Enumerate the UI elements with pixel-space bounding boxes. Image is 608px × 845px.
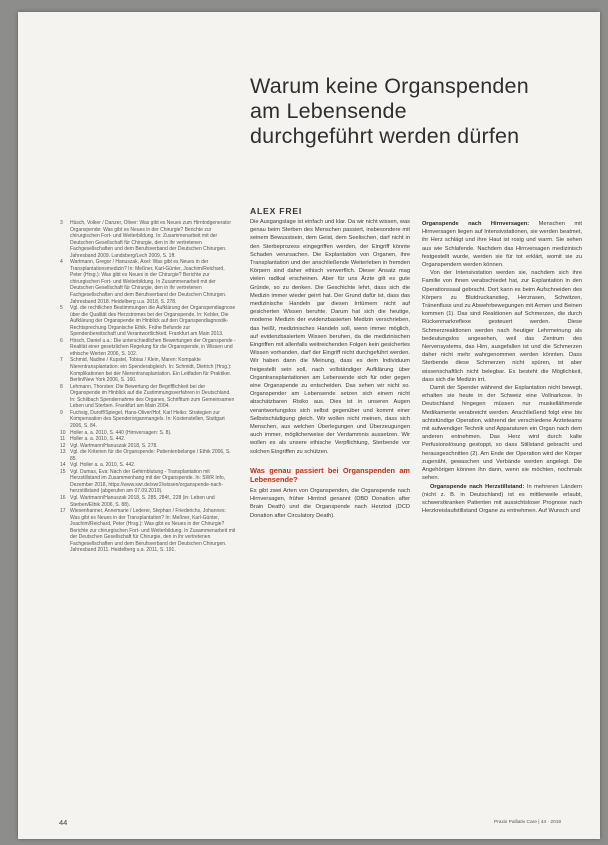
footnote-text: Vgl. Holler a. a. 2010, S. 442. bbox=[70, 462, 136, 469]
footnote-text: Vgl. Dumas, Eva: Nach der Gehirnblutung - Transplantation mit Herzstillstand im Zusammenhang mit der Organspende. In: SWR Info, Dezember 2018, https://www.swr.de/swr2/wissen/organspende-nach-herzstillstand (abgerufen am 07.09.2019). bbox=[70, 468, 226, 495]
footnote-number: 16 bbox=[60, 494, 66, 501]
footnote-text: Vgl. die rechtlichen Bestimmungen die Aufklärung der Organspendiagnose über die Qualität des Herzstromes bei der Organspende. In: Kebler, Die Aufklärung der Organspende im Hinblick auf den Organspendiagnostik-Rechtsprechung Organische Ethik. Frühe Befunde zur Spendenbereitschaft und Verantwortlichkeit. Frankfurt am Main 2013. bbox=[70, 305, 236, 338]
footnotes-list bbox=[60, 220, 236, 554]
footnote-text: Wiesenhanner, Annemarie / Lederer, Stephan / Friederichs, Johannes: Was gibt es Neues in der Transplantation? In: Meßner, Karl-Günter, Joachim/Reichard, Peter (Hrsg.): Was gibt es Neues in der Chirurgie? Berichte zur chirurgischen Fort- und Weiterbildung. In Zusammenarbeit mit der Deutschen Gesellschaft für Chirurgie, den in ihr vertretenen Fachgesellschaften und dem Berufsverband der Deutschen Chirurgen. Jahresband 2011. Heidelberg u.a. 2011, S. 191. bbox=[70, 508, 236, 554]
body-paragraph: Damit der Spender während der Explantation nicht bewegt, erhalten sie heute in der Schweiz eine Vollnarkose. In Deutschland hingegen müssen nur muskellähmende Medikamente verabreicht werden. Anschließend folgt eine bis achtstündige Operation, während der verschiedene Ärzteteams mit aufwendiger Technik und Apparaturen ein Organ nach dem anderen entnehmen. Das Herz wird durch kalte Perfusionslösung gestoppt, so dass Stillstand gebracht und herausgeschnitten (2). Am Ende der Operation wird der Körper zugenäht, gewaschen und Verbände werden angelegt. Die Angehörigen können ihn dann, wenn sie möchten, nochmals sehen. bbox=[422, 385, 582, 482]
title-line: durchgeführt werden dürfen bbox=[250, 124, 520, 148]
footnote-text: Holler a. a. 2010, S. 442. bbox=[70, 436, 126, 443]
footnote-item bbox=[60, 305, 236, 338]
body-column-right bbox=[422, 220, 582, 515]
footnote-item bbox=[60, 508, 236, 554]
subheading: Organspende nach Hirnversagen: bbox=[422, 221, 530, 227]
footnote-text: Lehmann, Thorsten: Die Bewertung der Begrifflichkeit bei der Organspende im Hinblick auf die Zustimmungsverfahren in Deutschland. In: Schilbach Spendernahme des Organes, Schrifttum zum Gemeinsamen Leben und Sterben. Frankfurt am Main 2004. bbox=[70, 383, 235, 410]
body-column-left bbox=[250, 218, 410, 520]
footnote-number: 3 bbox=[60, 220, 63, 226]
body-paragraph bbox=[422, 483, 582, 516]
subheading: Organspende nach Herzstillstand: bbox=[430, 483, 525, 490]
body-paragraph: Von der Intensivstation werden sie, nachdem sich ihre Familie von ihnen verabschiedet hat, zur Explantation in den Operationssaal gebracht. Dort kann es beim Aufschneiden des Körpers zu Blutdruckanstieg, Herzrasen, Schwitzen, Tränenfluss und zu Abwehrbewegungen mit Armen und Beinen kommen (1). Das sind Reaktionen auf Schmerzen, die durch Rückenmarkreflexe gesteuert werden. Diese Schmerzreaktionen werden nach heutiger Lehrmeinung als bedeutungslos angesehen, weil das Zentrum des Nervensystems, das Hirn, ausgefallen ist und die Schmerzen daher nicht mehr wahrgenommen werden könnten. Dass Sterbende diese Schmerzen nicht spüren, ist aber wissenschaftlich nicht belegbar. Es besteht die Möglichkeit, dass sich die Medizin irrt. bbox=[422, 270, 582, 383]
paragraph-text: In mehreren Ländern (nicht z. B. in Deutschland) ist es mittlerweile erlaubt, schwerstkranken Patienten mit aussichtsloser Prognose nach Herzkreislaufstillstand Organe zu entnehmen. Auf Wunsch und bbox=[422, 483, 582, 515]
title-line: am Lebensende bbox=[250, 99, 407, 123]
footnote-item bbox=[60, 220, 236, 259]
footnote-number: 5 bbox=[60, 305, 63, 312]
article-title bbox=[250, 74, 590, 149]
footnote-text: Hirsch, Daniel u.a.: Die unterschiedlichen Bewertungen der Organspende - Realität einer gesetzlichen Regelung für die Organspende, in Wissen und ethische Werten 2006, S. 102. bbox=[70, 337, 236, 357]
footnote-number: 9 bbox=[60, 409, 63, 416]
footnote-text: Fuchsig, Duroff/Spiegel, Hans-Oliver/Hof, Karl Heiko: Strategien zur Kompensation des Spenderorganmangels. In: Kostenstellen, Stuttgart 2006, S. 84. bbox=[70, 409, 225, 429]
page-number: 44 bbox=[59, 818, 68, 827]
footnote-item bbox=[60, 338, 236, 358]
footnote-item bbox=[60, 357, 236, 383]
document-page bbox=[18, 12, 600, 839]
footnote-item bbox=[60, 259, 236, 305]
body-paragraph: Es gibt zwei Arten von Organspenden, die Organspende nach Hirnversagen, früher Hirntod genannt (DBD Donation after Brain Death) und die Organspende nach Herztod (DCD Donation after Circulatory Death). bbox=[250, 487, 410, 519]
footnote-number: 8 bbox=[60, 383, 63, 390]
footnote-text: Wartmann, Gregor / Hanuszak, Axel: Was gibt es Neues in der Transplantationsmedizin? In: Meßner, Karl-Günter, Joachim/Reichard, Peter (Hrsg.): Was gibt es Neues in der Chirurgie? Berichte zur chirurgischen Fort- und Weiterbildung. In Zusammenarbeit mit der Deutschen Gesellschaft für Chirurgie, den in ihr vertretenen Fachgesellschaften und dem Berufsverband der Deutschen Chirurgen. Jahresband 2018. Heidelberg u.a. 2018, S. 278. bbox=[70, 259, 227, 305]
section-heading: Was genau passiert bei Organspenden am Lebensende? bbox=[250, 465, 410, 484]
title-line: Warum keine Organspenden bbox=[250, 74, 529, 98]
body-paragraph: Die Ausgangslage ist einfach und klar. Da wir nicht wissen, was genau beim Sterben des Menschen passiert, insbesondere mit seinem Bewusstsein, dem Geist, dem Seelischen, darf nicht in den Sterbeprozess eingegriffen werden, der Eingriff könnte Schaden verursachen. Die Explantation von Organen, ihre Transplantation und der anschließende Weiterleben in fremden Körpern sind daher ethisch verwerflich. Dieser Ansatz mag vielen radikal erscheinen. Aber für uns Ärzte gilt es gute Gründe, so zu denken. Die Geschichte lehrt, dass sich die Medizin immer wieder geirrt hat. Der Grund dafür ist, dass das medizinische Handeln gar diesen Irrtümern nicht auf gesicherten Wissen beruhte. Darum hat sich die heutige, moderne Medizin der evidenzbasierten Medizin verschrieben, das heißt, medizinisches Handeln soll, wenn immer möglich, auf evidenzbasiertem Wissen beruhen, da die medizinischen Eingriffen mit allenfalls weitreichenden Folgen kein gesichertes Wissen vorhanden, darf der Eingriff nicht durchgeführt werden. Wir haben dann die Meinung, dass es dem Individuum freigestellt sein soll, nach vollständiger Aufklärung über Organtransplantationen am Lebensende sich für oder gegen eine Organspende zu entscheiden. Das sehen wir nicht so. Organspender am Lebensende setzen sich einem nicht abschätzbaren Risiko aus. Dies ist in unseren Augen verantwortungslos sich selbst gegenüber und kommt einer Selbstschädigung gleich. Wir wollen nicht meinen, dass sich Menschen, aus welchen Überlegungen und Überzeugungen auch immer, möglicherweise der Verdammnis aussetzen. Wir wollen es als unsere ethische Verpflichtung, Sterbende vor solchen Eingriffen zu schützen. bbox=[250, 219, 410, 455]
footnote-text: Schmid, Nadine / Kupstel, Tobias / Klein, Maren: Kompakte Nierentransplantation: ein Spenderabgleich. In: Schmidt, Dietrich (Hrsg.): Komplikationen bei der Nierentransplantation. Ein Leitfaden für Praktiker. Berlin/New York 2006, S. 160. bbox=[70, 357, 232, 384]
footnote-number: 13 bbox=[60, 449, 66, 456]
footnote-number: 10 bbox=[60, 429, 66, 436]
footnote-item bbox=[60, 410, 236, 430]
footnote-text: Holler a. a. 2010, S. 440 (Hirnversagen: S. 8). bbox=[70, 429, 172, 436]
footnote-text: Hüsch, Volker / Danzer, Oliver: Was gibt es Neues zum Hirntodgenerator Organspende: Was gibt es Neues in der Chirurgie? Berichte zur chirurgischen Fort- und Weiterbildung. In: Zusammenarbeit mit der Deutschen Gesellschaft für Chirurgie, den in ihr vertretenen Fachgesellschaften und dem Berufsverband der Deutschen Chirurgen. Jahresband 2009. Landsberg/Lech 2009, S. 1ff. bbox=[70, 220, 231, 259]
footnote-text: Vgl. Wartmann/Hanuszak 2018, S. 285, 284f., 228 (in: Leben und Sterben/Ethik 2006, S. 88). bbox=[70, 494, 215, 508]
footnote-item bbox=[60, 384, 236, 410]
footnote-number: 12 bbox=[60, 442, 66, 449]
publication-source: Praxis Palliativ Care | 44 · 2019 bbox=[494, 820, 562, 825]
footnote-number: 15 bbox=[60, 468, 66, 475]
footnote-item bbox=[60, 469, 236, 495]
footnote-number: 17 bbox=[60, 508, 66, 515]
footnote-text: Vgl. Wartmann/Hanuszak 2018, S. 278. bbox=[70, 442, 158, 449]
paragraph-text: Menschen mit Hirnversagen liegen auf Intensivstationen, sie werden beatmet, ihr Herz schlägt und ihre Haut ist rosig und warm. Sie sehen aus wie Schlafende. Nachdem das Hirnversagen medizinisch festgestellt wurde, werden sie für tot erklärt, womit sie zu Organspendern werden können. bbox=[422, 221, 582, 269]
footnote-number: 4 bbox=[60, 259, 63, 266]
footnote-number: 7 bbox=[60, 357, 63, 364]
footnote-number: 11 bbox=[60, 436, 66, 443]
body-paragraph bbox=[422, 220, 582, 269]
footnote-text: Vgl. die Kriterien für die Organspende: Patientenbelange / Ethik 2006, S. 85. bbox=[70, 449, 231, 462]
author-name: ALEX FREI bbox=[250, 206, 303, 216]
footnote-item bbox=[60, 495, 236, 508]
footnote-item bbox=[60, 449, 236, 462]
footnote-number: 6 bbox=[60, 337, 63, 344]
footnote-number: 14 bbox=[60, 462, 66, 469]
